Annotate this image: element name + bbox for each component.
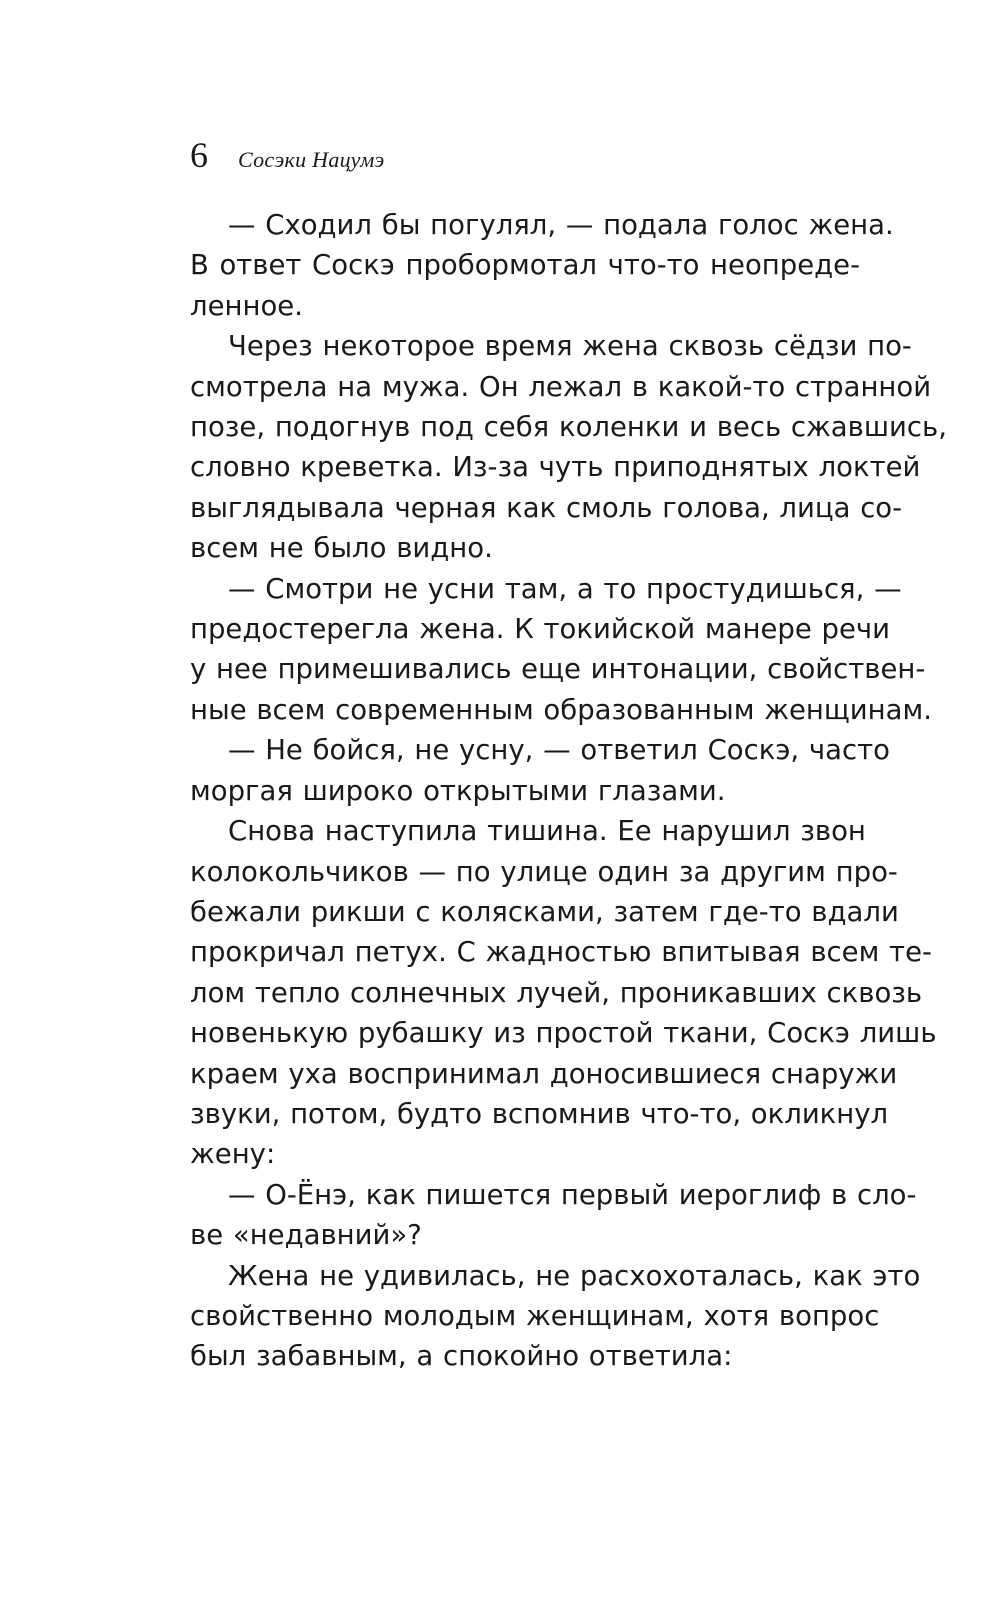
text-line: бежали рикши с колясками, затем где-то вдали [190,895,899,928]
paragraph [190,730,890,811]
paragraph [190,569,932,731]
paragraph [190,811,937,1175]
paragraph [190,326,947,568]
text-line: — Сходил бы погулял, — подала голос жена. [228,209,894,241]
text-line: предостерегла жена. К токийской манере речи [190,613,890,646]
text-line: был забавным, а спокойно ответила: [190,1340,733,1373]
text-line: ные всем современным образованным женщинам. [190,693,932,726]
text-line: лом тепло солнечных лучей, проникавших сквозь [190,976,923,1009]
paragraph [190,1175,917,1256]
text-line: моргая широко открытыми глазами. [190,774,726,807]
text-line: Снова наступила тишина. Ее нарушил звон [228,815,866,848]
running-title-author: Сосэки Нацумэ [238,147,385,172]
text-line: жену: [190,1138,276,1171]
page-number: 6 [190,135,208,175]
text-line: — Не бойся, не усну, — ответил Соскэ, часто [228,734,890,767]
text-line: выглядывала черная как смоль голова, лица со- [190,491,903,524]
text-line: — О-Ёнэ, как пишется первый иероглиф в сло- [228,1178,917,1211]
text-line: В ответ Соскэ пробормотал что-то неопреде- [190,249,860,282]
text-line: смотрела на мужа. Он лежал в какой-то странной [190,370,932,403]
text-line: краем уха воспринимал доносившиеся снаружи [190,1057,898,1090]
paragraph [190,205,894,326]
text-line: свойственно молодым женщинам, хотя вопрос [190,1299,880,1332]
text-line: — Смотри не усни там, а то простудишься, — [228,572,902,605]
text-line: Через некоторое время жена сквозь сёдзи по- [228,330,912,363]
text-line: колокольчиков — по улице один за другим про- [190,855,898,888]
running-head [190,130,870,180]
text-line: Жена не удивилась, не расхохоталась, как это [228,1259,921,1292]
text-line: новенькую рубашку из простой ткани, Соскэ лишь [190,1017,937,1050]
text-line: у нее примешивались еще интонации, свойствен- [190,653,926,686]
text-line: ленное. [190,289,303,322]
paragraph [190,1256,921,1377]
text-line: ве «недавний»? [190,1219,422,1252]
text-line: звуки, потом, будто вспомнив что-то, окликнул [190,1097,889,1130]
text-line: прокричал петух. С жадностью впитывая всем те- [190,936,932,969]
text-line: всем не было видно. [190,532,493,565]
body-text [190,205,947,1377]
text-line: словно креветка. Из-за чуть приподнятых локтей [190,451,921,484]
text-line: позе, подогнув под себя коленки и весь сжавшись, [190,411,947,444]
